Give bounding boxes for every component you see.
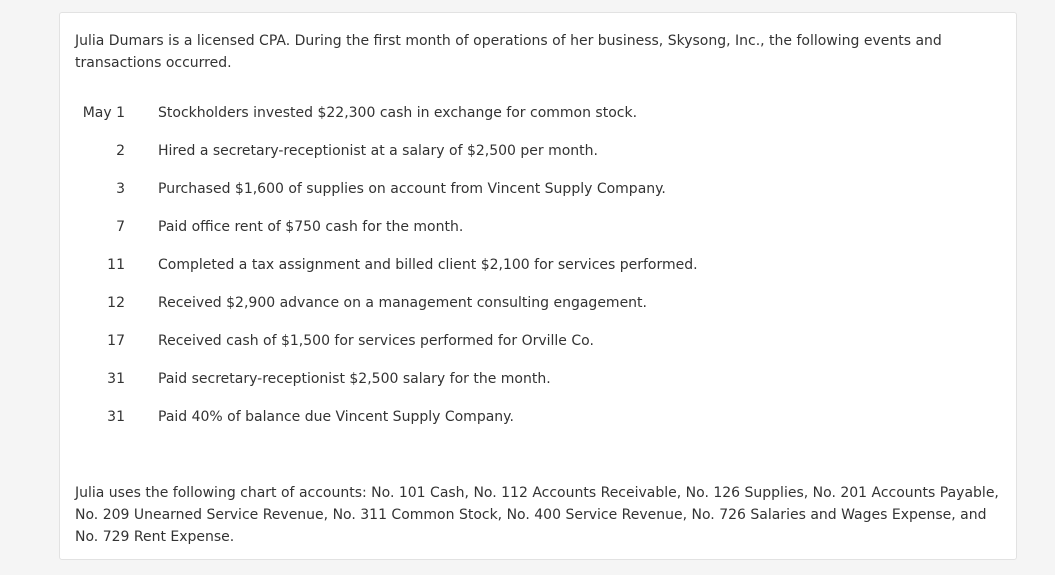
event-row	[75, 398, 698, 436]
intro-paragraph: Julia Dumars is a licensed CPA. During the first month of operations of her business, Skysong, Inc., the following events and transactions occurred.	[75, 33, 942, 71]
event-description: Paid office rent of $750 cash for the month.	[158, 219, 464, 235]
event-date: 7	[116, 219, 125, 235]
event-description: Paid secretary-receptionist $2,500 salary for the month.	[158, 371, 551, 387]
event-description: Received $2,900 advance on a management consulting engagement.	[158, 295, 647, 311]
event-date: 31	[107, 371, 125, 387]
problem-card	[59, 12, 1017, 560]
event-row	[75, 94, 698, 132]
event-date: 3	[116, 181, 125, 197]
event-row	[75, 360, 698, 398]
event-date: 31	[107, 409, 125, 425]
event-description: Stockholders invested $22,300 cash in exchange for common stock.	[158, 105, 638, 121]
event-row	[75, 284, 698, 322]
event-date: May 1	[82, 105, 125, 121]
event-description: Purchased $1,600 of supplies on account from Vincent Supply Company.	[158, 181, 666, 197]
event-date: 11	[107, 257, 125, 273]
event-description: Paid 40% of balance due Vincent Supply Company.	[158, 409, 514, 425]
event-row	[75, 208, 698, 246]
event-description: Hired a secretary-receptionist at a salary of $2,500 per month.	[158, 143, 598, 159]
event-row	[75, 132, 698, 170]
event-row	[75, 322, 698, 360]
event-date: 2	[116, 143, 125, 159]
event-description: Received cash of $1,500 for services performed for Orville Co.	[158, 333, 594, 349]
events-table	[75, 94, 698, 436]
event-description: Completed a tax assignment and billed client $2,100 for services performed.	[158, 257, 698, 273]
event-date: 12	[107, 295, 125, 311]
chart-of-accounts-paragraph: Julia uses the following chart of accounts: No. 101 Cash, No. 112 Accounts Receivable, No. 126 Supplies, No. 201 Accounts Payable, No. 209 Unearned Service Revenue, No. 311 Common Stock, No. 400 Service Revenue, No. 726 Salaries and Wages Expense, and No. 729 Rent Expense.	[75, 485, 999, 545]
event-date: 17	[107, 333, 125, 349]
event-row	[75, 170, 698, 208]
event-row	[75, 246, 698, 284]
